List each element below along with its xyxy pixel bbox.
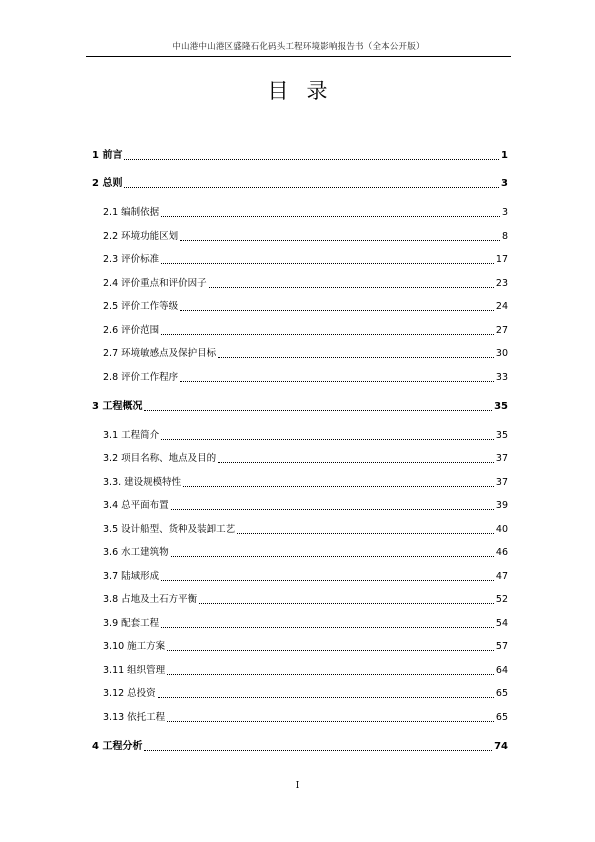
toc-entry-page: 74 bbox=[494, 741, 508, 752]
toc-dot-leader bbox=[167, 650, 494, 651]
toc-dot-leader bbox=[180, 310, 494, 311]
toc-dot-leader bbox=[209, 287, 494, 288]
toc-entry[interactable] bbox=[103, 345, 508, 361]
toc-entry-page: 1 bbox=[501, 150, 508, 161]
toc-entry-label: 3.13 依托工程 bbox=[103, 712, 166, 723]
toc-dot-leader bbox=[124, 187, 499, 188]
toc-entry-page: 65 bbox=[495, 688, 508, 699]
header-rule bbox=[86, 56, 511, 57]
toc-dot-leader bbox=[167, 674, 494, 675]
toc-entry-page: 17 bbox=[495, 254, 508, 265]
page-number: I bbox=[295, 781, 300, 791]
toc-dot-leader bbox=[171, 556, 494, 557]
toc-entry[interactable] bbox=[103, 591, 508, 607]
toc-entry-label: 3.3. 建设规模特性 bbox=[103, 477, 182, 488]
toc-entry-page: 40 bbox=[495, 524, 508, 535]
toc-entry-page: 52 bbox=[495, 594, 508, 605]
toc-entry-label: 3.8 占地及土石方平衡 bbox=[103, 594, 198, 605]
toc-entry[interactable] bbox=[103, 427, 508, 443]
toc-entry-page: 3 bbox=[501, 178, 508, 189]
toc-entry-label: 2 总则 bbox=[92, 178, 123, 189]
toc-dot-leader bbox=[144, 750, 492, 751]
toc-entry[interactable] bbox=[103, 685, 508, 701]
toc-entry[interactable] bbox=[103, 662, 508, 678]
toc-entry-label: 2.7 环境敏感点及保护目标 bbox=[103, 348, 217, 359]
toc-entry-page: 27 bbox=[495, 325, 508, 336]
toc-entry-page: 33 bbox=[495, 372, 508, 383]
toc-entry[interactable] bbox=[103, 450, 508, 466]
toc-dot-leader bbox=[161, 627, 494, 628]
toc-entry[interactable] bbox=[103, 638, 508, 654]
toc-dot-leader bbox=[180, 381, 494, 382]
toc-entry[interactable] bbox=[92, 175, 508, 191]
toc-entry-label: 3.2 项目名称、地点及目的 bbox=[103, 453, 217, 464]
toc-entry-label: 3.7 陆域形成 bbox=[103, 571, 160, 582]
toc-entry[interactable] bbox=[103, 615, 508, 631]
toc-entry-label: 3.11 组织管理 bbox=[103, 665, 166, 676]
toc-entry-page: 39 bbox=[495, 500, 508, 511]
toc-entry-page: 30 bbox=[495, 348, 508, 359]
toc-entry-label: 2.3 评价标准 bbox=[103, 254, 160, 265]
toc-entry-label: 3.4 总平面布置 bbox=[103, 500, 169, 511]
toc-entry-page: 3 bbox=[501, 207, 508, 218]
page-title: 目录 bbox=[267, 79, 346, 103]
toc-entry[interactable] bbox=[103, 497, 508, 513]
toc-entry[interactable] bbox=[103, 568, 508, 584]
toc-entry-page: 54 bbox=[495, 618, 508, 629]
toc-entry-page: 35 bbox=[495, 430, 508, 441]
toc-entry-label: 1 前言 bbox=[92, 150, 123, 161]
toc-dot-leader bbox=[218, 357, 494, 358]
toc-entry-label: 2.1 编制依据 bbox=[103, 207, 160, 218]
toc-entry-label: 3.6 水工建筑物 bbox=[103, 547, 169, 558]
toc-entry[interactable] bbox=[103, 251, 508, 267]
toc-entry[interactable] bbox=[103, 521, 508, 537]
toc-entry[interactable] bbox=[92, 147, 508, 163]
toc-dot-leader bbox=[124, 159, 499, 160]
toc-entry[interactable] bbox=[103, 322, 508, 338]
toc-entry[interactable] bbox=[92, 738, 508, 754]
toc-entry-label: 3.10 施工方案 bbox=[103, 641, 166, 652]
toc-dot-leader bbox=[171, 509, 494, 510]
toc-entry-label: 3.12 总投资 bbox=[103, 688, 156, 699]
toc-entry[interactable] bbox=[103, 474, 508, 490]
toc-dot-leader bbox=[161, 580, 494, 581]
toc-entry[interactable] bbox=[103, 369, 508, 385]
running-header: 中山港中山港区盛隆石化码头工程环境影响报告书（全本公开版） bbox=[172, 42, 425, 52]
toc-entry-page: 47 bbox=[495, 571, 508, 582]
toc-dot-leader bbox=[161, 439, 494, 440]
toc-dot-leader bbox=[158, 697, 494, 698]
toc-dot-leader bbox=[218, 462, 494, 463]
toc-entry-label: 2.8 评价工作程序 bbox=[103, 372, 179, 383]
toc-entry-page: 46 bbox=[495, 547, 508, 558]
toc-entry-label: 3.5 设计船型、货种及装卸工艺 bbox=[103, 524, 236, 535]
toc-entry-page: 57 bbox=[495, 641, 508, 652]
toc-entry-page: 64 bbox=[495, 665, 508, 676]
toc-entry-page: 65 bbox=[495, 712, 508, 723]
toc-entry-page: 37 bbox=[495, 453, 508, 464]
toc-dot-leader bbox=[183, 486, 494, 487]
toc-dot-leader bbox=[180, 240, 500, 241]
toc-dot-leader bbox=[167, 721, 494, 722]
toc-dot-leader bbox=[144, 410, 492, 411]
toc-entry-label: 2.5 评价工作等级 bbox=[103, 301, 179, 312]
toc-entry[interactable] bbox=[103, 228, 508, 244]
toc-entry-page: 23 bbox=[495, 278, 508, 289]
toc-entry[interactable] bbox=[103, 544, 508, 560]
toc-entry-label: 4 工程分析 bbox=[92, 741, 143, 752]
toc-entry-page: 37 bbox=[495, 477, 508, 488]
toc-entry-label: 3 工程概况 bbox=[92, 401, 143, 412]
toc-entry[interactable] bbox=[103, 709, 508, 725]
toc-entry-label: 3.1 工程简介 bbox=[103, 430, 160, 441]
toc-entry-label: 2.6 评价范围 bbox=[103, 325, 160, 336]
toc-entry-label: 2.4 评价重点和评价因子 bbox=[103, 278, 207, 289]
toc-dot-leader bbox=[161, 216, 500, 217]
toc-entry[interactable] bbox=[103, 275, 508, 291]
toc-entry-label: 3.9 配套工程 bbox=[103, 618, 160, 629]
toc-entry-page: 35 bbox=[494, 401, 508, 412]
toc-dot-leader bbox=[237, 533, 494, 534]
toc-entry[interactable] bbox=[92, 398, 508, 414]
toc-entry-label: 2.2 环境功能区划 bbox=[103, 231, 179, 242]
toc-dot-leader bbox=[199, 603, 494, 604]
toc-entry[interactable] bbox=[103, 298, 508, 314]
toc-entry-page: 24 bbox=[495, 301, 508, 312]
toc-entry[interactable] bbox=[103, 204, 508, 220]
toc-dot-leader bbox=[161, 334, 494, 335]
toc-entry-page: 8 bbox=[501, 231, 508, 242]
toc-dot-leader bbox=[161, 263, 494, 264]
